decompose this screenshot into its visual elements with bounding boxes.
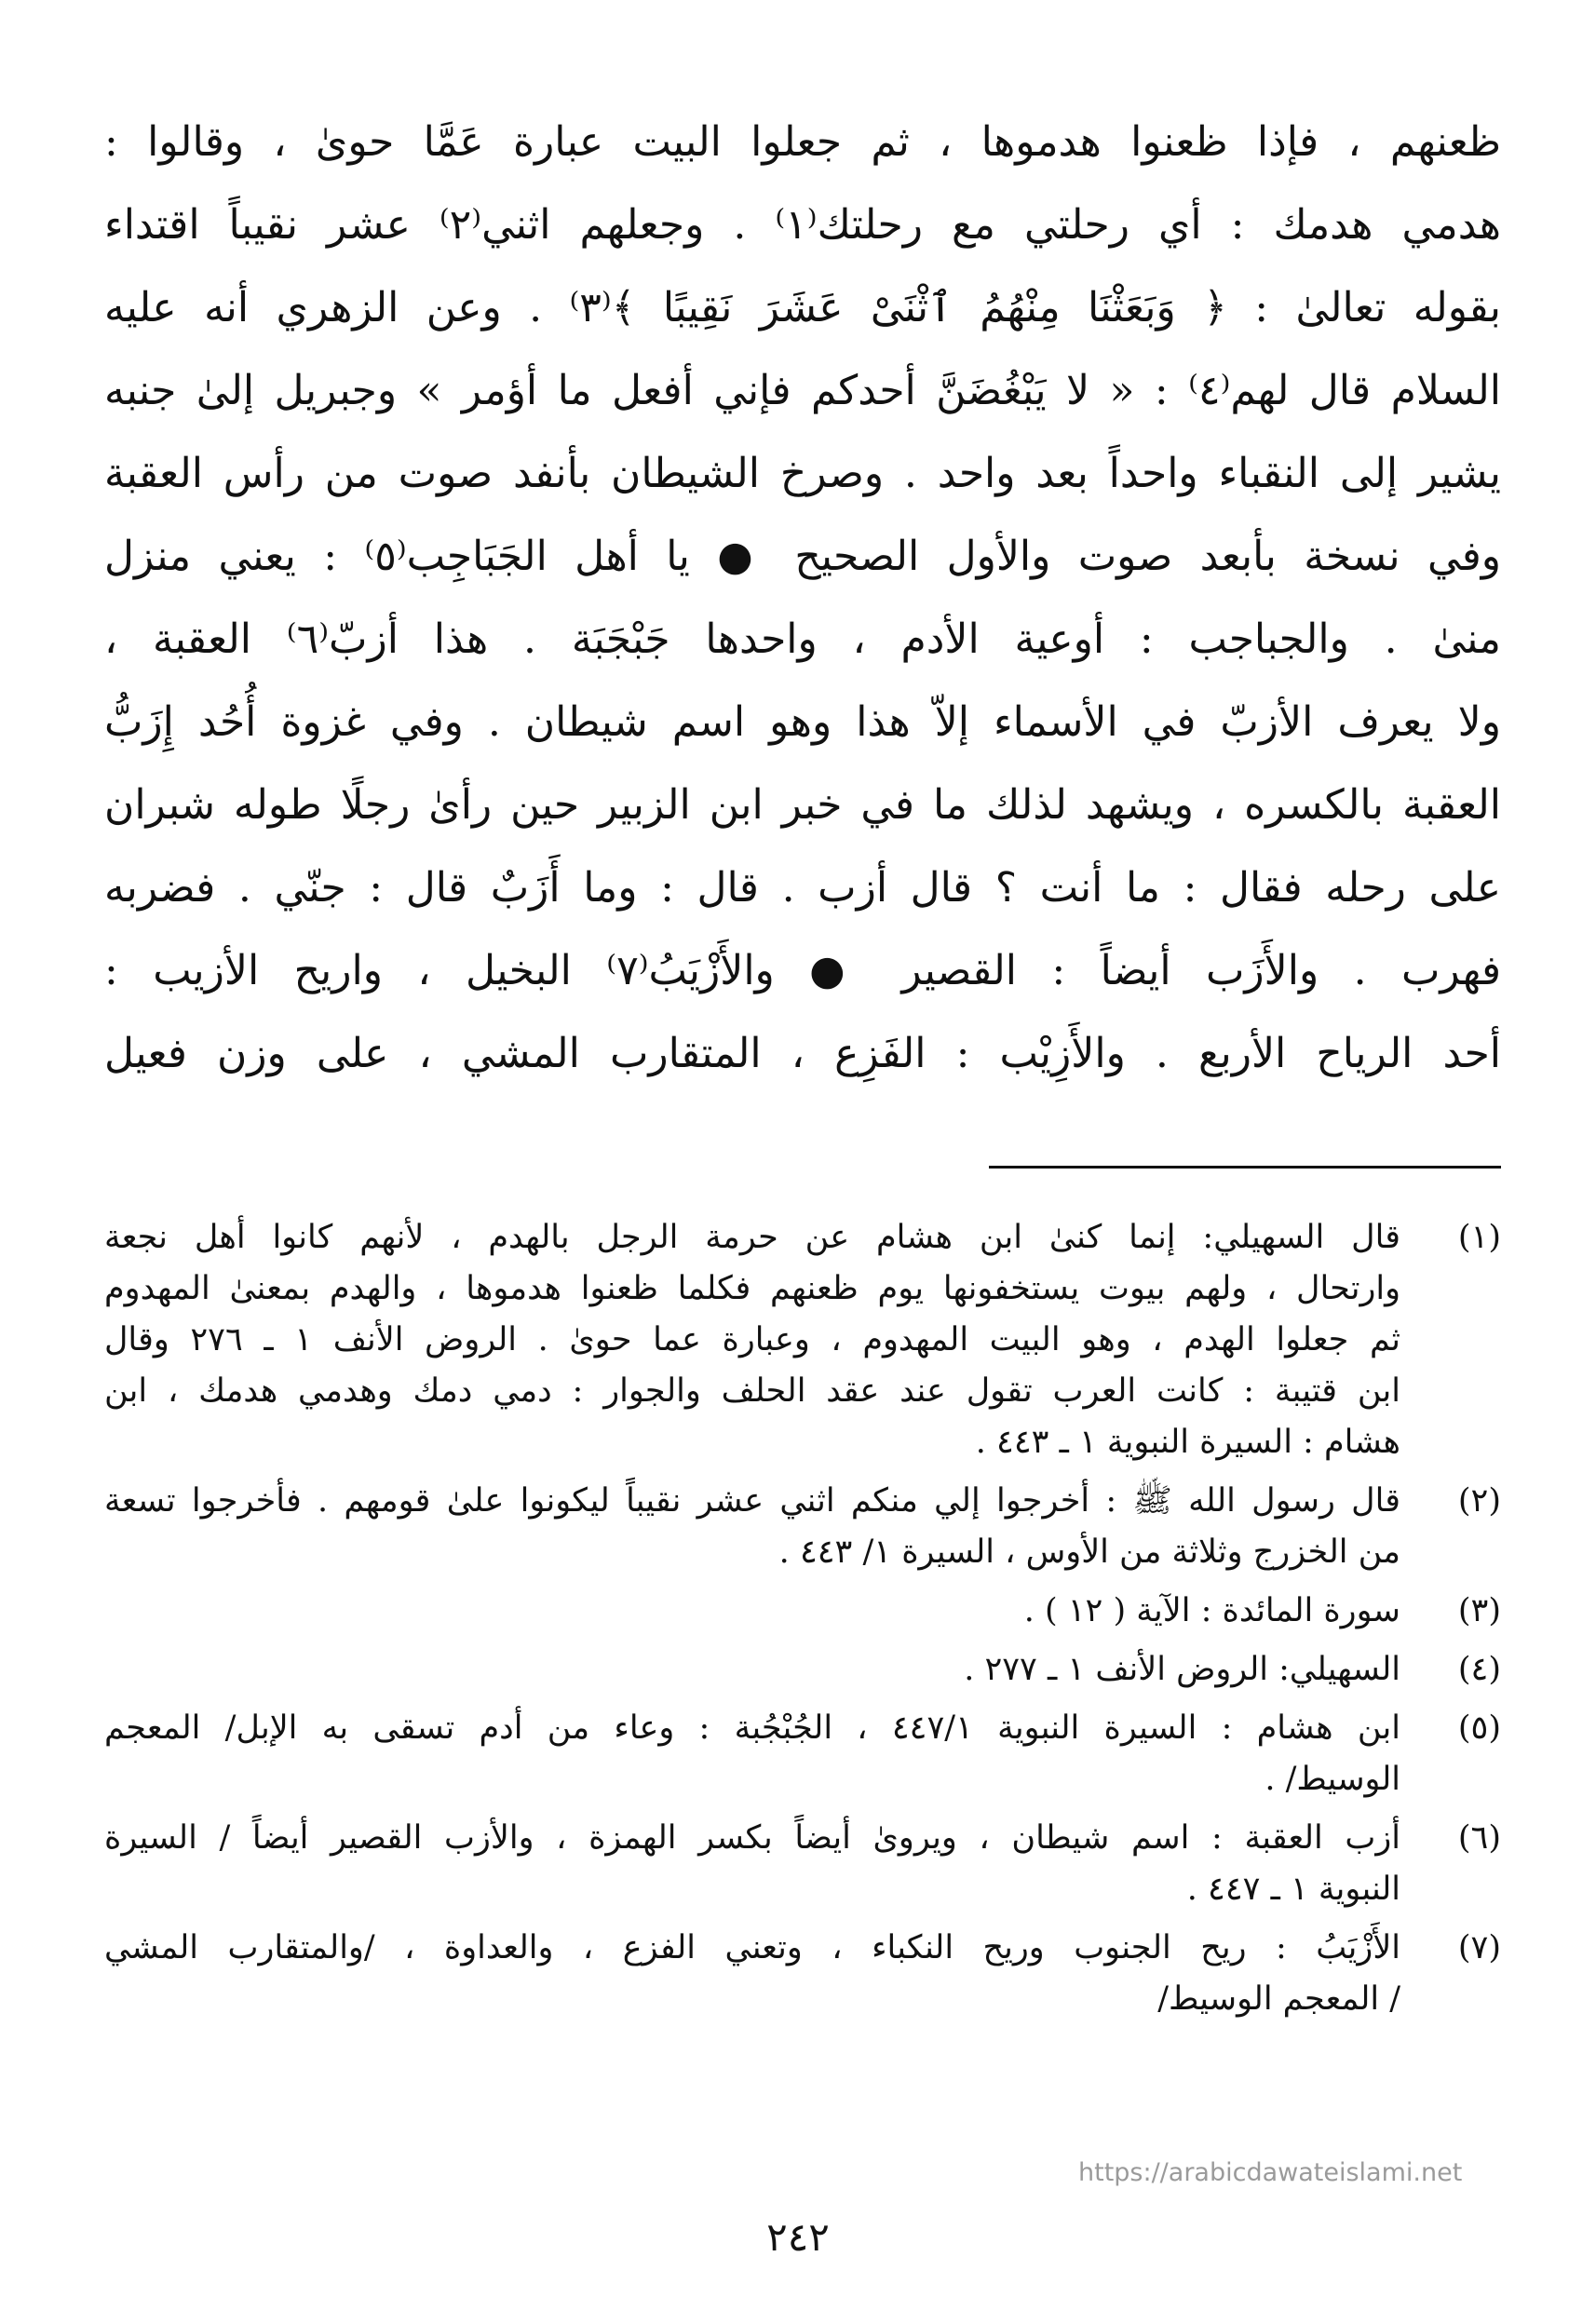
- footnote-3: [104, 1586, 1501, 1637]
- main-text-line: هدمي هدمك : أي رحلتي مع رحلتك⁽١⁾ . وجعلهم اثني⁽٢⁾ عشر نقيباً اقتداء: [104, 201, 1501, 249]
- main-text-block: [104, 101, 1501, 1095]
- footnote-line: ابن هشام : السيرة النبوية ٤٤٧/١ ، الجُبْجُبة : وعاء من أدم تسقى به الإبل/ المعجم: [104, 1709, 1400, 1747]
- main-text-line: أحد الرياح الأربع . والأَزِيْب : الفَزِع ، المتقارب المشي ، على وزن فعيل: [104, 1030, 1501, 1077]
- footnote-line: ثم جعلوا الهدم ، وهو البيت المهدوم ، وعبارة عما حوىٰ . الروض الأنف ١ ـ ٢٧٦ وقال: [104, 1321, 1400, 1358]
- main-text-line: ولا يعرف الأزبّ في الأسماء إلاّ هذا وهو اسم شيطان . وفي غزوة أُحُد إِزَبُّ: [104, 698, 1501, 746]
- footnote-number: (٢): [1457, 1482, 1501, 1520]
- main-text-line: ظعنهم ، فإذا ظعنوا هدموها ، ثم جعلوا البيت عبارة عَمَّا حوىٰ ، وقالوا :: [104, 118, 1501, 166]
- footnote-line: السهيلي: الروض الأنف ١ ـ ٢٧٧ .: [964, 1651, 1400, 1688]
- footnote-text: [104, 1476, 1400, 1578]
- footnotes-section: [104, 1212, 1501, 2033]
- footnote-divider: [989, 1166, 1501, 1169]
- footnote-2: [104, 1476, 1501, 1578]
- footnote-6: [104, 1813, 1501, 1915]
- main-text-line: يشير إلى النقباء واحداً بعد واحد . وصرخ الشيطان بأنفد صوت من رأس العقبة: [104, 450, 1501, 497]
- footnote-line: قال السهيلي: إنما كنىٰ ابن هشام عن حرمة الرجل بالهدم ، لأنهم كانوا أهل نجعة: [104, 1219, 1400, 1256]
- footnote-number: (٧): [1457, 1929, 1501, 1966]
- main-text-line: العقبة بالكسره ، ويشهد لذلك ما في خبر ابن الزبير حين رأىٰ رجلًا طوله شبران: [104, 781, 1501, 829]
- main-text-line: بقوله تعالىٰ : ﴿ وَبَعَثْنَا مِنْهُمُ ٱثْنَىْ عَشَرَ نَقِيبًا ﴾⁽٣⁾ . وعن الزهري أنه عليه: [104, 284, 1502, 331]
- main-text-line: على رحله فقال : ما أنت ؟ قال أزب . قال : وما أَزَبٌ قال : جنّي . فضربه: [104, 864, 1501, 912]
- watermark-url: https://arabicdawateislami.net: [1078, 2158, 1463, 2187]
- footnote-number: (٣): [1457, 1592, 1501, 1629]
- footnote-number: (٤): [1457, 1651, 1501, 1688]
- footnote-4: [104, 1644, 1501, 1696]
- footnote-1: [104, 1212, 1501, 1468]
- footnote-line: الوسيط/ .: [1265, 1761, 1400, 1798]
- footnote-text: [104, 1212, 1400, 1468]
- page-number: ٢٤٢: [766, 2214, 830, 2260]
- footnote-line: النبوية ١ ـ ٤٤٧ .: [1186, 1871, 1400, 1908]
- footnote-number: (٦): [1457, 1819, 1501, 1857]
- footnote-text: [104, 1586, 1400, 1637]
- footnote-line: من الخزرج وثلاثة من الأوس ، السيرة ١/ ٤٤٣ .: [778, 1534, 1400, 1571]
- footnote-line: ابن قتيبة : كانت العرب تقول عند عقد الحلف والجوار : دمي دمك وهدمي هدمك ، ابن: [104, 1372, 1400, 1410]
- footnote-line: / المعجم الوسيط/: [1157, 1980, 1400, 2018]
- footnote-5: [104, 1703, 1501, 1805]
- footnote-text: [104, 1644, 1400, 1696]
- footnote-line: أزب العقبة : اسم شيطان ، ويروىٰ أيضاً بكسر الهمزة ، والأزب القصير أيضاً / السيرة: [104, 1819, 1400, 1857]
- footnote-number: (٥): [1457, 1709, 1501, 1747]
- footnote-7: [104, 1923, 1501, 2025]
- footnote-text: [104, 1703, 1400, 1805]
- footnote-line: قال رسول الله ﷺ : أخرجوا إلي منكم اثني عشر نقيباً ليكونوا علىٰ قومهم . فأخرجوا تسعة: [104, 1482, 1400, 1520]
- footnote-number: (١): [1457, 1219, 1501, 1256]
- main-text-line: فهرب . والأَزَب أيضاً : القصير ● والأَزْيَبُ⁽٧⁾ البخيل ، واريح الأزيب :: [104, 947, 1502, 994]
- main-text-line: وفي نسخة بأبعد صوت والأول الصحيح ● يا أهل الجَبَاجِب⁽٥⁾ : يعني منزل: [104, 533, 1501, 580]
- footnote-text: [104, 1813, 1400, 1915]
- main-text-line: منىٰ . والجباجب : أوعية الأدم ، واحدها جَبْجَبَة . هذا أزبّ⁽٦⁾ العقبة ،: [104, 615, 1501, 663]
- footnote-text: [104, 1923, 1400, 2025]
- footnote-line: سورة المائدة : الآية ( ١٢ ) .: [1023, 1592, 1400, 1629]
- footnote-line: الأَزْيَبُ : ريح الجنوب وريح النكباء ، وتعني الفزع ، والعداوة ، /والمتقارب المشي: [104, 1929, 1400, 1966]
- footnote-line: وارتحال ، ولهم بيوت يستخفونها يوم ظعنهم فكلما ظعنوا هدموها ، والهدم بمعنىٰ المهدوم: [104, 1270, 1400, 1307]
- main-text-line: السلام قال لهم⁽٤⁾ : « لا يَبْغُضَنَّ أحدكم فإني أفعل ما أؤمر » وجبريل إلىٰ جنبه: [104, 367, 1501, 414]
- footnote-line: هشام : السيرة النبوية ١ ـ ٤٤٣ .: [975, 1424, 1400, 1461]
